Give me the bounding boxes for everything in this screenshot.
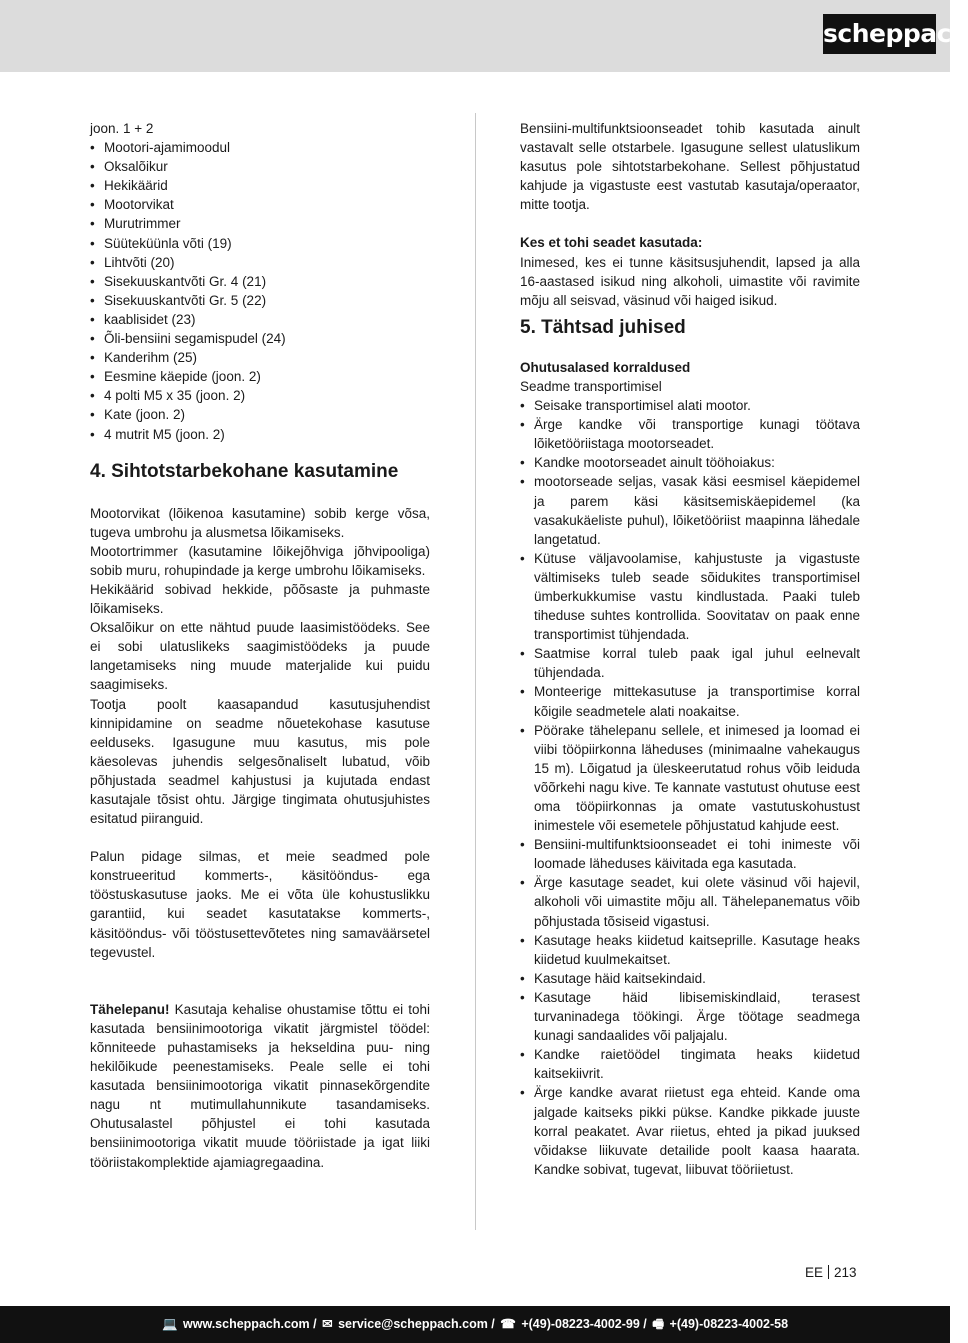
computer-icon: 💻 (161, 1317, 178, 1331)
left-column (90, 119, 430, 1172)
list-item: • Ärge kasutage seadet, kui olete väsinud või hajevil, alkoholi või uimastite mõju all. Tähelepanematus võib põhjustada tõsiseid vigastusi. (520, 873, 860, 930)
section-4-paragraph: Tootja poolt kaasapandud kasutusjuhendist kinnipidamine on seadme nõuetekohase kasutuse eelduseks. Igasugune muu kasutus, mis pole käesolevas juhendis selgesõnaliselt lubatud, võib põhjustada seadmel kahjustusi ja kujutada endast kasutajale tõsist ohtu. Järgige tingimata ohutusjuhistes esitatud piiranguid. (90, 696, 430, 827)
list-item: • Õli-bensiini segamispudel (24) (90, 329, 430, 348)
safety-instructions-heading: Ohutusalased korraldused (520, 359, 691, 375)
list-item: • Saatmise korral tuleb paak igal juhul eelnevalt tühjendada. (520, 644, 860, 682)
website-link[interactable]: www.scheppach.com / (183, 1317, 317, 1331)
transport-label: Seadme transportimisel (520, 378, 662, 394)
list-item: • Sisekuuskantvõti Gr. 4 (21) (90, 272, 430, 291)
email-link[interactable]: service@scheppach.com / (338, 1317, 495, 1331)
right-column (520, 119, 860, 1179)
list-item: • Süüteküünla võti (19) (90, 234, 430, 253)
list-item: • kaablisidet (23) (90, 310, 430, 329)
parts-intro: joon. 1 + 2 (90, 121, 154, 136)
page-number (805, 1265, 857, 1280)
list-item: • Kanderihm (25) (90, 348, 430, 367)
list-item: • Hekikäärid (90, 176, 430, 195)
fax-number: +(49)-08223-4002-58 (669, 1317, 789, 1331)
list-item: • Kasutage häid libisemiskindlaid, terasest turvaninadega töökingi. Ärge töötage seadmega kunagi sandaalides või paljajalu. (520, 988, 860, 1045)
who-may-not-use-text: Inimesed, kes ei tunne käsitsusjuhendit, lapsed ja alla 16-aastased isikud ning alkoholi, uimastite või ravimite mõju all seisvad, väsinud või haiged isikud. (520, 254, 860, 308)
list-item: • Eesmine käepide (joon. 2) (90, 367, 430, 386)
list-item: • Bensiini-multifunktsioonseadet ei tohi inimeste või loomade läheduses käivitada ega kasutada. (520, 835, 860, 873)
list-item: • 4 polti M5 x 35 (joon. 2) (90, 386, 430, 405)
who-may-not-use-heading: Kes et tohi seadet kasutada: (520, 235, 703, 251)
list-item: • Kandke raietöödel tingimata heaks kiidetud kaitsekiivrit. (520, 1045, 860, 1083)
list-item: • Ärge kandke avarat riietust ega ehteid. Kande oma jalgade kaitseks pikki pükse. Kandke pikkade juuste korral peakatet. Avar riietus, ehted ja pikad juuksed võidakse liikuvate detailide poolt kaasa haarata. Kandke sobivat, tugevat, liibuvat tööriietust. (520, 1083, 860, 1178)
list-item: • Mootorvikat (90, 195, 430, 214)
phone-icon: ☎ (500, 1317, 516, 1331)
section-4-heading: 4. Sihtotstarbekohane kasutamine (90, 460, 399, 482)
list-item: • Ärge kandke või transportige kunagi töötava lõiketööriistaga mootorseadet. (520, 415, 860, 453)
section-4-paragraph: Oksalõikur on ette nähtud puude laasimistöödeks. See ei sobi ulatuslikeks saagimistöödeks ja puude langetamiseks ning muude materjalide kui puidu saagimiseks. (90, 620, 430, 693)
section-5-heading: 5. Tähtsad juhised (520, 316, 686, 338)
list-item: • mootorseade seljas, vasak käsi eesmisel käepidemel ja parem käsi käsitsemiskäepidemel (ka vasakukäeliste puhul), lõiketööriist maapinna lähedale langetatud. (520, 472, 860, 548)
attention-paragraph (90, 1000, 430, 1172)
list-item: • Kasutage heaks kiidetud kaitseprille. Kasutage heaks kiidetud kuulmekaitset. (520, 931, 860, 969)
section-4-paragraph: Mootortrimmer (kasutamine lõikejõhviga jõhvipooliga) sobib muru, rohupindade ja kerge umbrohu lõikamiseks. (90, 543, 430, 578)
list-item: • Kandke mootorseadet ainult tööhoiakus: (520, 453, 860, 472)
section-4-paragraph: Palun pidage silmas, et meie seadmed pole konstrueeritud kommerts-, käsitööndus- ega tööstuskasutuse jaoks. Me ei võta üle kohustuslikku garantiid, kui seadet kasutatakse kommerts-, käsitööndus- või tööstusettevõtetes ning samaväärsetel tegevustel. (90, 849, 430, 960)
attention-label: Tähelepanu! (90, 1001, 170, 1017)
list-item: • Oksalõikur (90, 157, 430, 176)
list-item: • Lihtvõti (20) (90, 253, 430, 272)
phone-number: +(49)-08223-4002-99 / (521, 1317, 647, 1331)
fax-icon: 🖷 (652, 1317, 665, 1331)
section-4-paragraph: Hekikäärid sobivad hekkide, põõsaste ja puhmaste lõikamiseks. (90, 581, 430, 617)
page-number-separator (828, 1265, 829, 1279)
list-item: • Seisake transportimisel alati mootor. (520, 396, 860, 415)
parts-list (90, 138, 430, 444)
list-item: • Kütuse väljavoolamise, kahjustuste ja vigastuste vältimiseks tuleb seade sõidukites transportimisel ümberkukkumise vastu kindlustada. Paaki tuleb tiheduse suhtes kontrollida. Soovitatav on paak enne transportimist tühjendada. (520, 549, 860, 644)
list-item: • Sisekuuskantvõti Gr. 5 (22) (90, 291, 430, 310)
attention-text: Kasutaja kehalise ohustamise tõttu ei tohi kasutada bensiinimootoriga vikatit järgmistel töödel: kõnniteede puhastamiseks ja hekseldina puu- ning hekilõikude peenestamiseks. Peale selle ei tohi kasutada bensiinimootoriga vikatit pinnasekõrgendite nagu nt mutimullahunnikute tasandamiseks. Ohutusalastel põhjustel ei tohi kasutada bensiinimootoriga vikatit muude tööriistade ja igat liiki tööriistakomplektide ajamiagregaadina. (90, 1001, 430, 1170)
list-item: • Pöörake tähelepanu sellele, et inimesed ja loomad ei viibi tööpiirkonna läheduses (minimaalne vahekaugus 15 m). Lõigatud ja üleskeerutatud rohus võib leiduda võõrkehi nagu kive. Te kannate vastutust ohutuse eest oma tööpiirkonnas ja omate vastutuskohustust inimestele või esemetele põhjustatud kahjude eest. (520, 721, 860, 836)
safety-list (520, 396, 860, 1179)
page-number-value: 213 (834, 1265, 857, 1280)
page-header-band (0, 0, 968, 72)
list-item: • Murutrimmer (90, 214, 430, 233)
list-item: • 4 mutrit M5 (joon. 2) (90, 425, 430, 444)
list-item: • Kate (joon. 2) (90, 405, 430, 424)
mail-icon: ✉ (322, 1317, 333, 1331)
footer-contact-bar (0, 1306, 950, 1343)
language-code: EE (805, 1265, 824, 1280)
column-divider (475, 113, 476, 1230)
scheppach-logo: scheppach (823, 14, 936, 54)
list-item: • Kasutage häid kaitsekindaid. (520, 969, 860, 988)
list-item: • Monteerige mittekasutuse ja transportimise korral kõigile seadmetele alati noakaitse. (520, 682, 860, 720)
list-item: • Mootori-ajamimoodul (90, 138, 430, 157)
intended-use-paragraph: Bensiini-multifunktsioonseadet tohib kasutada ainult vastavalt selle otstarbele. Igasugune sellest ulatuslikum kasutus pole sihtotstarbekohane. Sellest põhjustatud kahjude ja vigastuste eest vastutab kasutaja/operaator, mitte tootja. (520, 121, 860, 213)
section-4-paragraph: Mootorvikat (lõikenoa kasutamine) sobib kerge võsa, tugeva umbrohu ja alusmetsa lõikamiseks. (90, 505, 430, 540)
